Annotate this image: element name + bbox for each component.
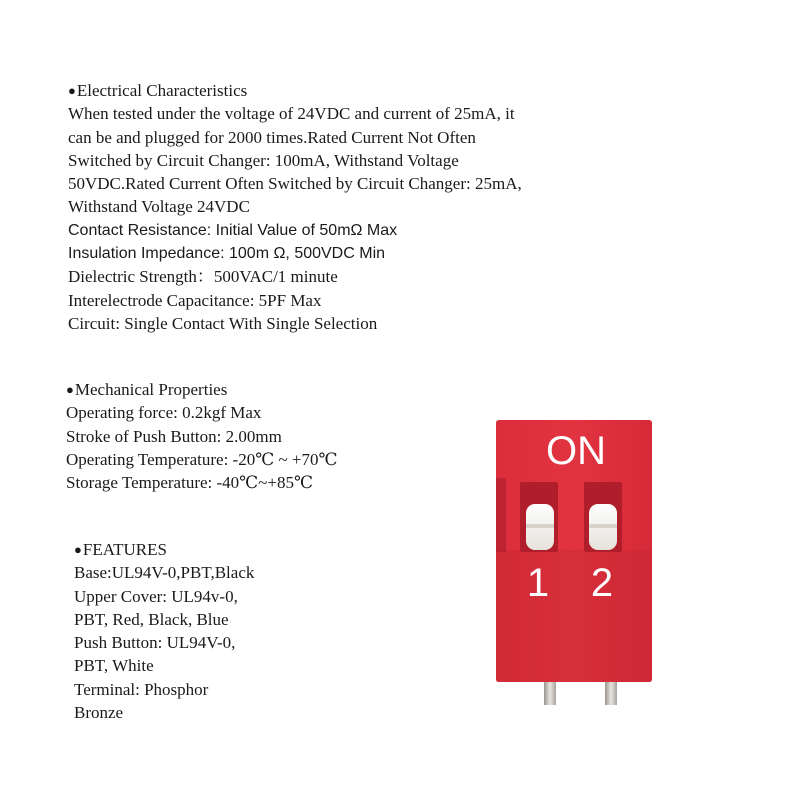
feature-line: PBT, Red, Black, Blue <box>74 609 229 629</box>
operating-force: Operating force: 0.2kgf Max <box>66 403 262 423</box>
feature-line: Terminal: Phosphor <box>74 679 209 699</box>
feature-line: Bronze <box>74 703 124 723</box>
electrical-characteristics-section <box>68 79 522 335</box>
push-button-stroke: Stroke of Push Button: 2.00mm <box>66 426 282 446</box>
circuit-type: Circuit: Single Contact With Single Selection <box>68 313 378 333</box>
switch-2-label: 2 <box>590 561 614 605</box>
electrical-heading: ●Electrical Characteristics <box>68 81 248 100</box>
operating-temperature: Operating Temperature: -20℃ ~ +70℃ <box>66 449 338 469</box>
mechanical-heading: ●Mechanical Properties <box>66 380 228 399</box>
switch-knob-1 <box>526 504 554 550</box>
mechanical-properties-section <box>66 378 338 494</box>
electrical-line: When tested under the voltage of 24VDC and current of 25mA, it <box>68 104 515 124</box>
electrical-line: Switched by Circuit Changer: 100mA, Withstand Voltage <box>68 150 459 170</box>
electrical-line: 50VDC.Rated Current Often Switched by Circuit Changer: 25mA, <box>68 174 522 194</box>
features-heading: ●FEATURES <box>74 540 167 559</box>
switch-knob-2 <box>589 504 617 550</box>
storage-temperature: Storage Temperature: -40℃~+85℃ <box>66 473 313 493</box>
bullet-icon: ● <box>74 542 82 557</box>
bullet-icon: ● <box>68 83 76 98</box>
dip-switch-photo <box>494 420 654 710</box>
bullet-icon: ● <box>66 382 74 397</box>
dielectric-strength: Dielectric Strength：500VAC/1 minute <box>68 267 338 287</box>
feature-line: Base:UL94V-0,PBT,Black <box>74 563 255 583</box>
switch-1-label: 1 <box>526 561 550 605</box>
feature-line: Push Button: UL94V-0, <box>74 633 236 653</box>
electrical-line: can be and plugged for 2000 times.Rated Current Not Often <box>68 127 476 147</box>
feature-line: PBT, White <box>74 656 154 676</box>
interelectrode-capacitance: Interelectrode Capacitance: 5PF Max <box>68 290 322 310</box>
feature-line: Upper Cover: UL94v-0, <box>74 586 238 606</box>
features-section <box>74 538 254 724</box>
contact-resistance: Contact Resistance: Initial Value of 50mΩ Max <box>68 221 398 239</box>
insulation-impedance: Insulation Impedance: 100m Ω, 500VDC Min <box>68 245 386 263</box>
electrical-line: Withstand Voltage 24VDC <box>68 197 250 217</box>
on-label: ON <box>546 429 606 473</box>
